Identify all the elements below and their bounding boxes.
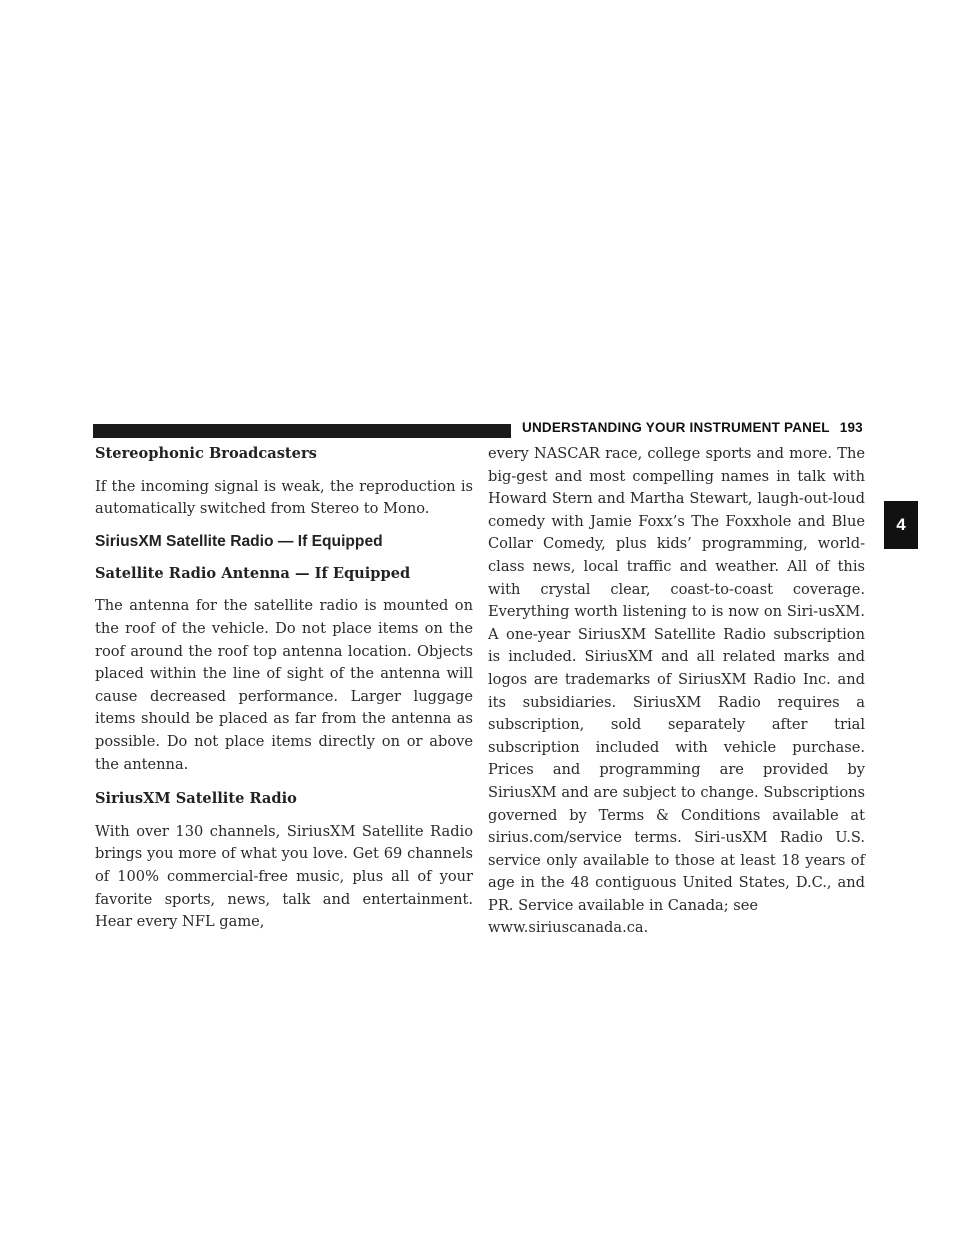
right-column	[488, 443, 865, 940]
header-rule-bar	[93, 424, 511, 438]
chapter-tab: 4	[884, 501, 918, 549]
paragraph-weak-signal: If the incoming signal is weak, the reproduction is automatically switched from Stereo to Mono.	[95, 477, 473, 518]
left-column	[95, 443, 473, 934]
running-header	[522, 420, 863, 435]
heading-siriusxm-satellite-radio: SiriusXM Satellite Radio	[95, 790, 297, 808]
heading-satellite-radio-antenna: Satellite Radio Antenna — If Equipped	[95, 564, 411, 582]
heading-stereophonic-broadcasters: Stereophonic Broadcasters	[95, 445, 317, 462]
paragraph-antenna: The antenna for the satellite radio is mounted on the roof of the vehicle. Do not place items on the roof around the roof top antenna location. Objects placed within the line of sight of the antenna will cause decreased performance. Larger luggage items should be placed as far from the antenna as possible. Do not place items directly on or above the antenna.	[95, 597, 473, 773]
paragraph-siriusxm-details: every NASCAR race, college sports and more. The big-gest and most compelling names in talk with Howard Stern and Martha Stewart, laugh-out-loud comedy with Jamie Foxx’s The Foxxhole and Blue Collar Comedy, plus kids’ programming, world-class news, local traffic and weather. All of this with crystal clear, coast-to-coast coverage. Everything worth listening to is now on Siri-usXM. A one-year SiriusXM Satellite Radio subscription is included. SiriusXM and all related marks and logos are trademarks of SiriusXM Radio Inc. and its subsidiaries. SiriusXM Radio requires a subscription, sold separately after trial subscription included with vehicle purchase. Prices and programming are provided by SiriusXM and are subject to change. Subscriptions governed by Terms & Conditions available at sirius.com/service terms. Siri-usXM Radio U.S. service only available to those at least 18 years of age in the 48 contiguous United States, D.C., and PR. Service available in Canada; see	[488, 445, 865, 914]
page-number: 193	[839, 420, 863, 435]
sirius-canada-url: www.siriuscanada.ca.	[488, 919, 649, 937]
paragraph-channels: With over 130 channels, SiriusXM Satellite Radio brings you more of what you love. Get 69 channels of 100% commercial-free music, plus all of your favorite sports, news, talk and entertainment. Hear every NFL game,	[95, 822, 473, 931]
heading-siriusxm-satellite-radio-section: SiriusXM Satellite Radio — If Equipped	[95, 532, 383, 550]
section-title: UNDERSTANDING YOUR INSTRUMENT PANEL	[522, 420, 830, 435]
